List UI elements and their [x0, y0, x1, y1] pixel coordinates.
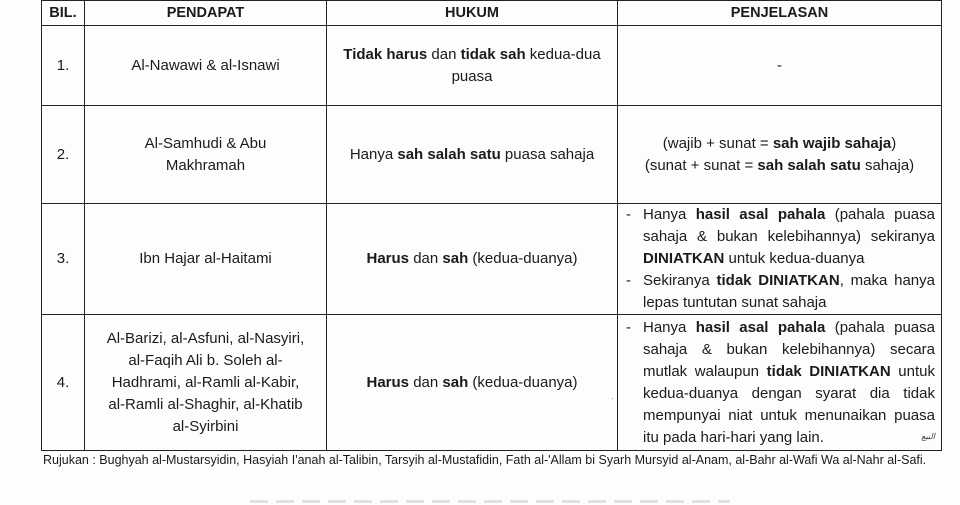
- row-number: 1.: [42, 26, 85, 106]
- table-row: [42, 26, 942, 106]
- penjelasan-line: (wajib + sunat = sah wajib sahaja): [662, 134, 897, 152]
- faint-next-line: [250, 500, 730, 503]
- hukum-cell: Tidak harus dan tidak sah kedua-dua puasa: [327, 26, 618, 106]
- penjelasan-item: - Hanya hasil asal pahala (pahala puasa sahaja & bukan kelebihannya) secara mutlak walaupun tidak DINIATKAN untuk kedua-duanya dengan syarat dia tidak mempunyai niat untuk menunaikan puasa itu pada hari-hari yang lain.: [626, 317, 935, 449]
- penjelasan-cell: [618, 315, 942, 451]
- row-number: 4.: [42, 315, 85, 451]
- pendapat-cell: Al-Barizi, al-Asfuni, al-Nasyiri, al-Faqih Ali b. Soleh al-Hadhrami, al-Ramli al-Kabir, al-Ramli al-Shaghir, al-Khatib al-Syirbini: [85, 315, 327, 451]
- penjelasan-cell: [618, 204, 942, 315]
- pendapat-cell: Al-Nawawi & al-Isnawi: [85, 26, 327, 106]
- header-pendapat: PENDAPAT: [85, 1, 327, 26]
- pendapat-cell: Al-Samhudi & Abu Makhramah: [85, 106, 327, 204]
- hukum-cell: Hanya sah salah satu puasa sahaja: [327, 106, 618, 204]
- header-bil: BIL.: [42, 1, 85, 26]
- penjelasan-line: (sunat + sunat = sah salah satu sahaja): [644, 156, 915, 174]
- penjelasan-item: - Sekiranya tidak DINIATKAN, maka hanya lepas tuntutan sunat sahaja: [626, 270, 935, 314]
- table-header-row: [42, 1, 942, 26]
- penjelasan-list: [618, 204, 941, 314]
- hukum-table: [41, 0, 942, 451]
- penjelasan-item: - Hanya hasil asal pahala (pahala puasa sahaja & bukan kelebihannya) sekiranya DINIATKAN untuk kedua-duanya: [626, 204, 935, 270]
- header-hukum: HUKUM: [327, 1, 618, 26]
- hukum-cell: Harus dan sah (kedua-duanya): [327, 315, 618, 451]
- table-row: [42, 106, 942, 204]
- penjelasan-list: [618, 317, 941, 449]
- hukum-cell: Harus dan sah (kedua-duanya): [327, 204, 618, 315]
- penjelasan-cell: [618, 106, 942, 204]
- table-row: [42, 315, 942, 451]
- penjelasan-cell: -: [618, 26, 942, 106]
- stray-dot: ·: [611, 394, 614, 403]
- pendapat-cell: Ibn Hajar al-Haitami: [85, 204, 327, 315]
- header-penjelasan: PENJELASAN: [618, 1, 942, 26]
- rujukan-text: Rujukan : Bughyah al-Mustarsyidin, Hasyiah I'anah al-Talibin, Tarsyih al-Mustafidin, Fath al-'Allam bi Syarh Mursyid al-Anam, al-Bahr al-Wafi Wa al-Nahr al-Safi.: [43, 453, 927, 467]
- signature-mark: البيع: [921, 432, 935, 441]
- row-number: 2.: [42, 106, 85, 204]
- row-number: 3.: [42, 204, 85, 315]
- table-row: [42, 204, 942, 315]
